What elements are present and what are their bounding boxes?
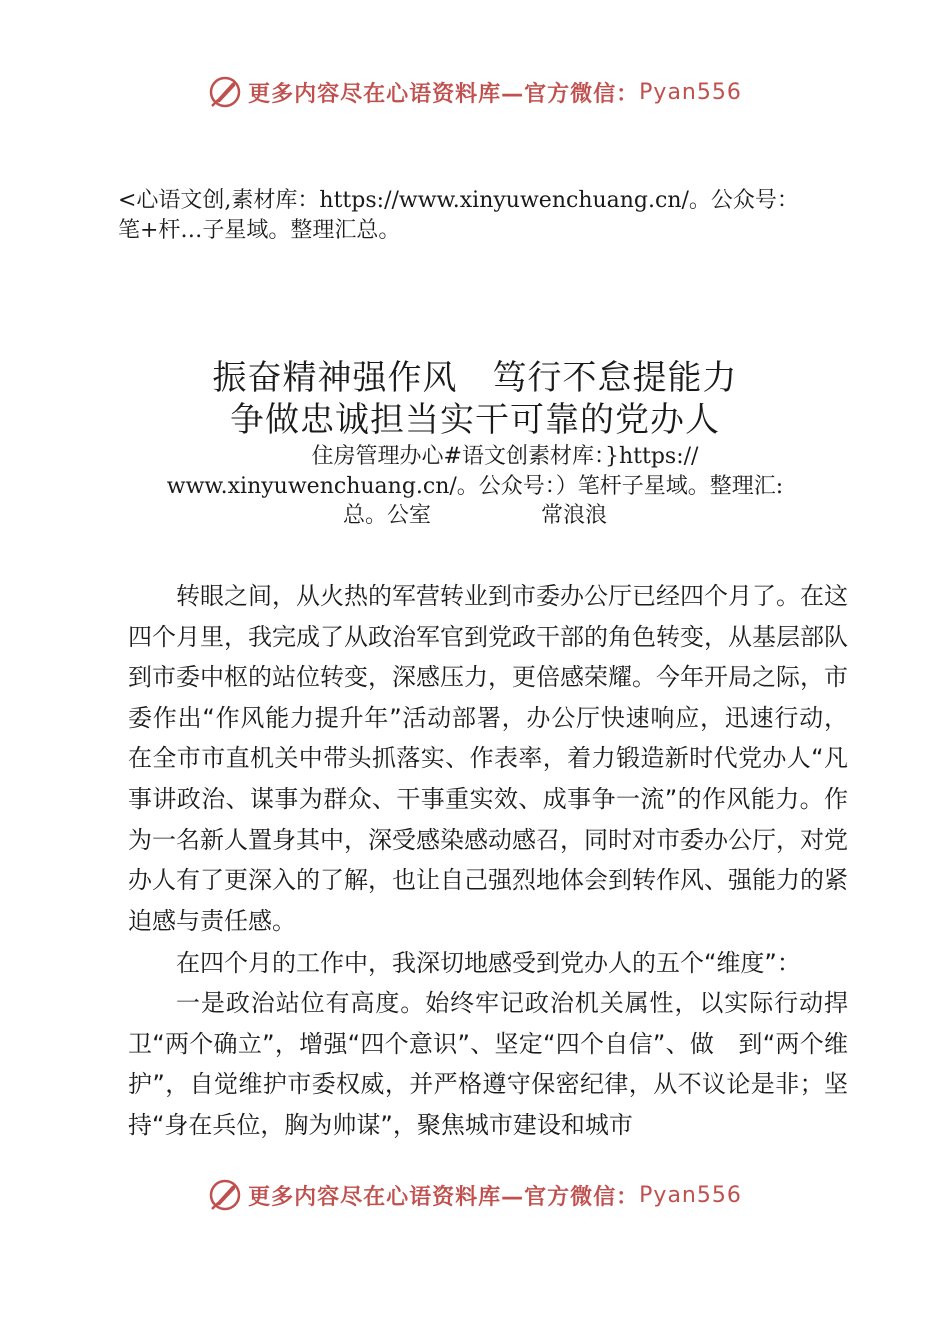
paragraph-text: 在四个月的工作中，我深切地感受到党办人的五个“维度”：	[176, 949, 801, 977]
watermark-banner-top	[0, 72, 950, 112]
byline-office: 总。公室	[342, 503, 431, 528]
document-title-line-1: 振奋精神强作风 笃行不怠提能力	[212, 358, 738, 398]
byline-author: 常浪浪	[541, 503, 608, 528]
byline-line-3	[0, 501, 950, 531]
watermark-text: 更多内容尽在心语资料库—官方微信：	[248, 1184, 640, 1210]
paragraph-3	[128, 983, 848, 1145]
paragraph-text: 始终牢记政治机关属性，以实际行动捍卫“两个确立”，增强“四个意识”、坚定“四个自信”、做 到“两个维护”，自觉维护市委权威，并严格遵守保密纪律，从不议论是非；坚持“身在兵位，胸为帅谋”，聚焦城市建设和城市	[128, 989, 849, 1139]
source-note-line: <心语文创,素材库：https://www.xinyuwenchuang.cn/。公众号：	[118, 188, 799, 213]
document-title-line-2: 争做忠诚担当实干可靠的党办人	[230, 400, 720, 440]
quill-pen-logo-icon	[208, 75, 242, 109]
byline-line-2: www.xinyuwenchuang.cn/。公众号：）笔杆子星域。整理汇:	[166, 474, 784, 499]
source-note-line: 笔+杆…子星域。整理汇总。	[118, 218, 401, 243]
paragraph-lead: 一是政治站位有高度。	[176, 989, 426, 1017]
quill-pen-logo-icon	[208, 1178, 242, 1212]
paragraph-2	[128, 943, 848, 984]
watermark-banner-bottom	[0, 1175, 950, 1215]
watermark-handle: Pyan556	[639, 1182, 742, 1208]
paragraph-1	[128, 576, 848, 941]
source-note	[118, 186, 858, 246]
paragraph-text: 转眼之间，从火热的军营转业到市委办公厅已经四个月了。在这四个月里，我完成了从政治军官到党政干部的角色转变，从基层部队到市委中枢的站位转变，深感压力，更倍感荣耀。今年开局之际，市委作出“作风能力提升年”活动部署，办公厅快速响应，迅速行动，在全市市直机关中带头抓落实、作表率，着力锻造新时代党办人“凡事讲政治、谋事为群众、干事重实效、成事争一流”的作风能力。作为一名新人置身其中，深受感染感动感召，同时对市委办公厅，对党办人有了更深入的了解，也让自己强烈地体会到转作风、强能力的紧迫感与责任感。	[128, 582, 848, 935]
watermark-text: 更多内容尽在心语资料库—官方微信：	[248, 81, 640, 107]
byline-line-1: 住房管理办心#语文创素材库：}https://	[311, 444, 699, 469]
watermark-handle: Pyan556	[639, 79, 742, 105]
